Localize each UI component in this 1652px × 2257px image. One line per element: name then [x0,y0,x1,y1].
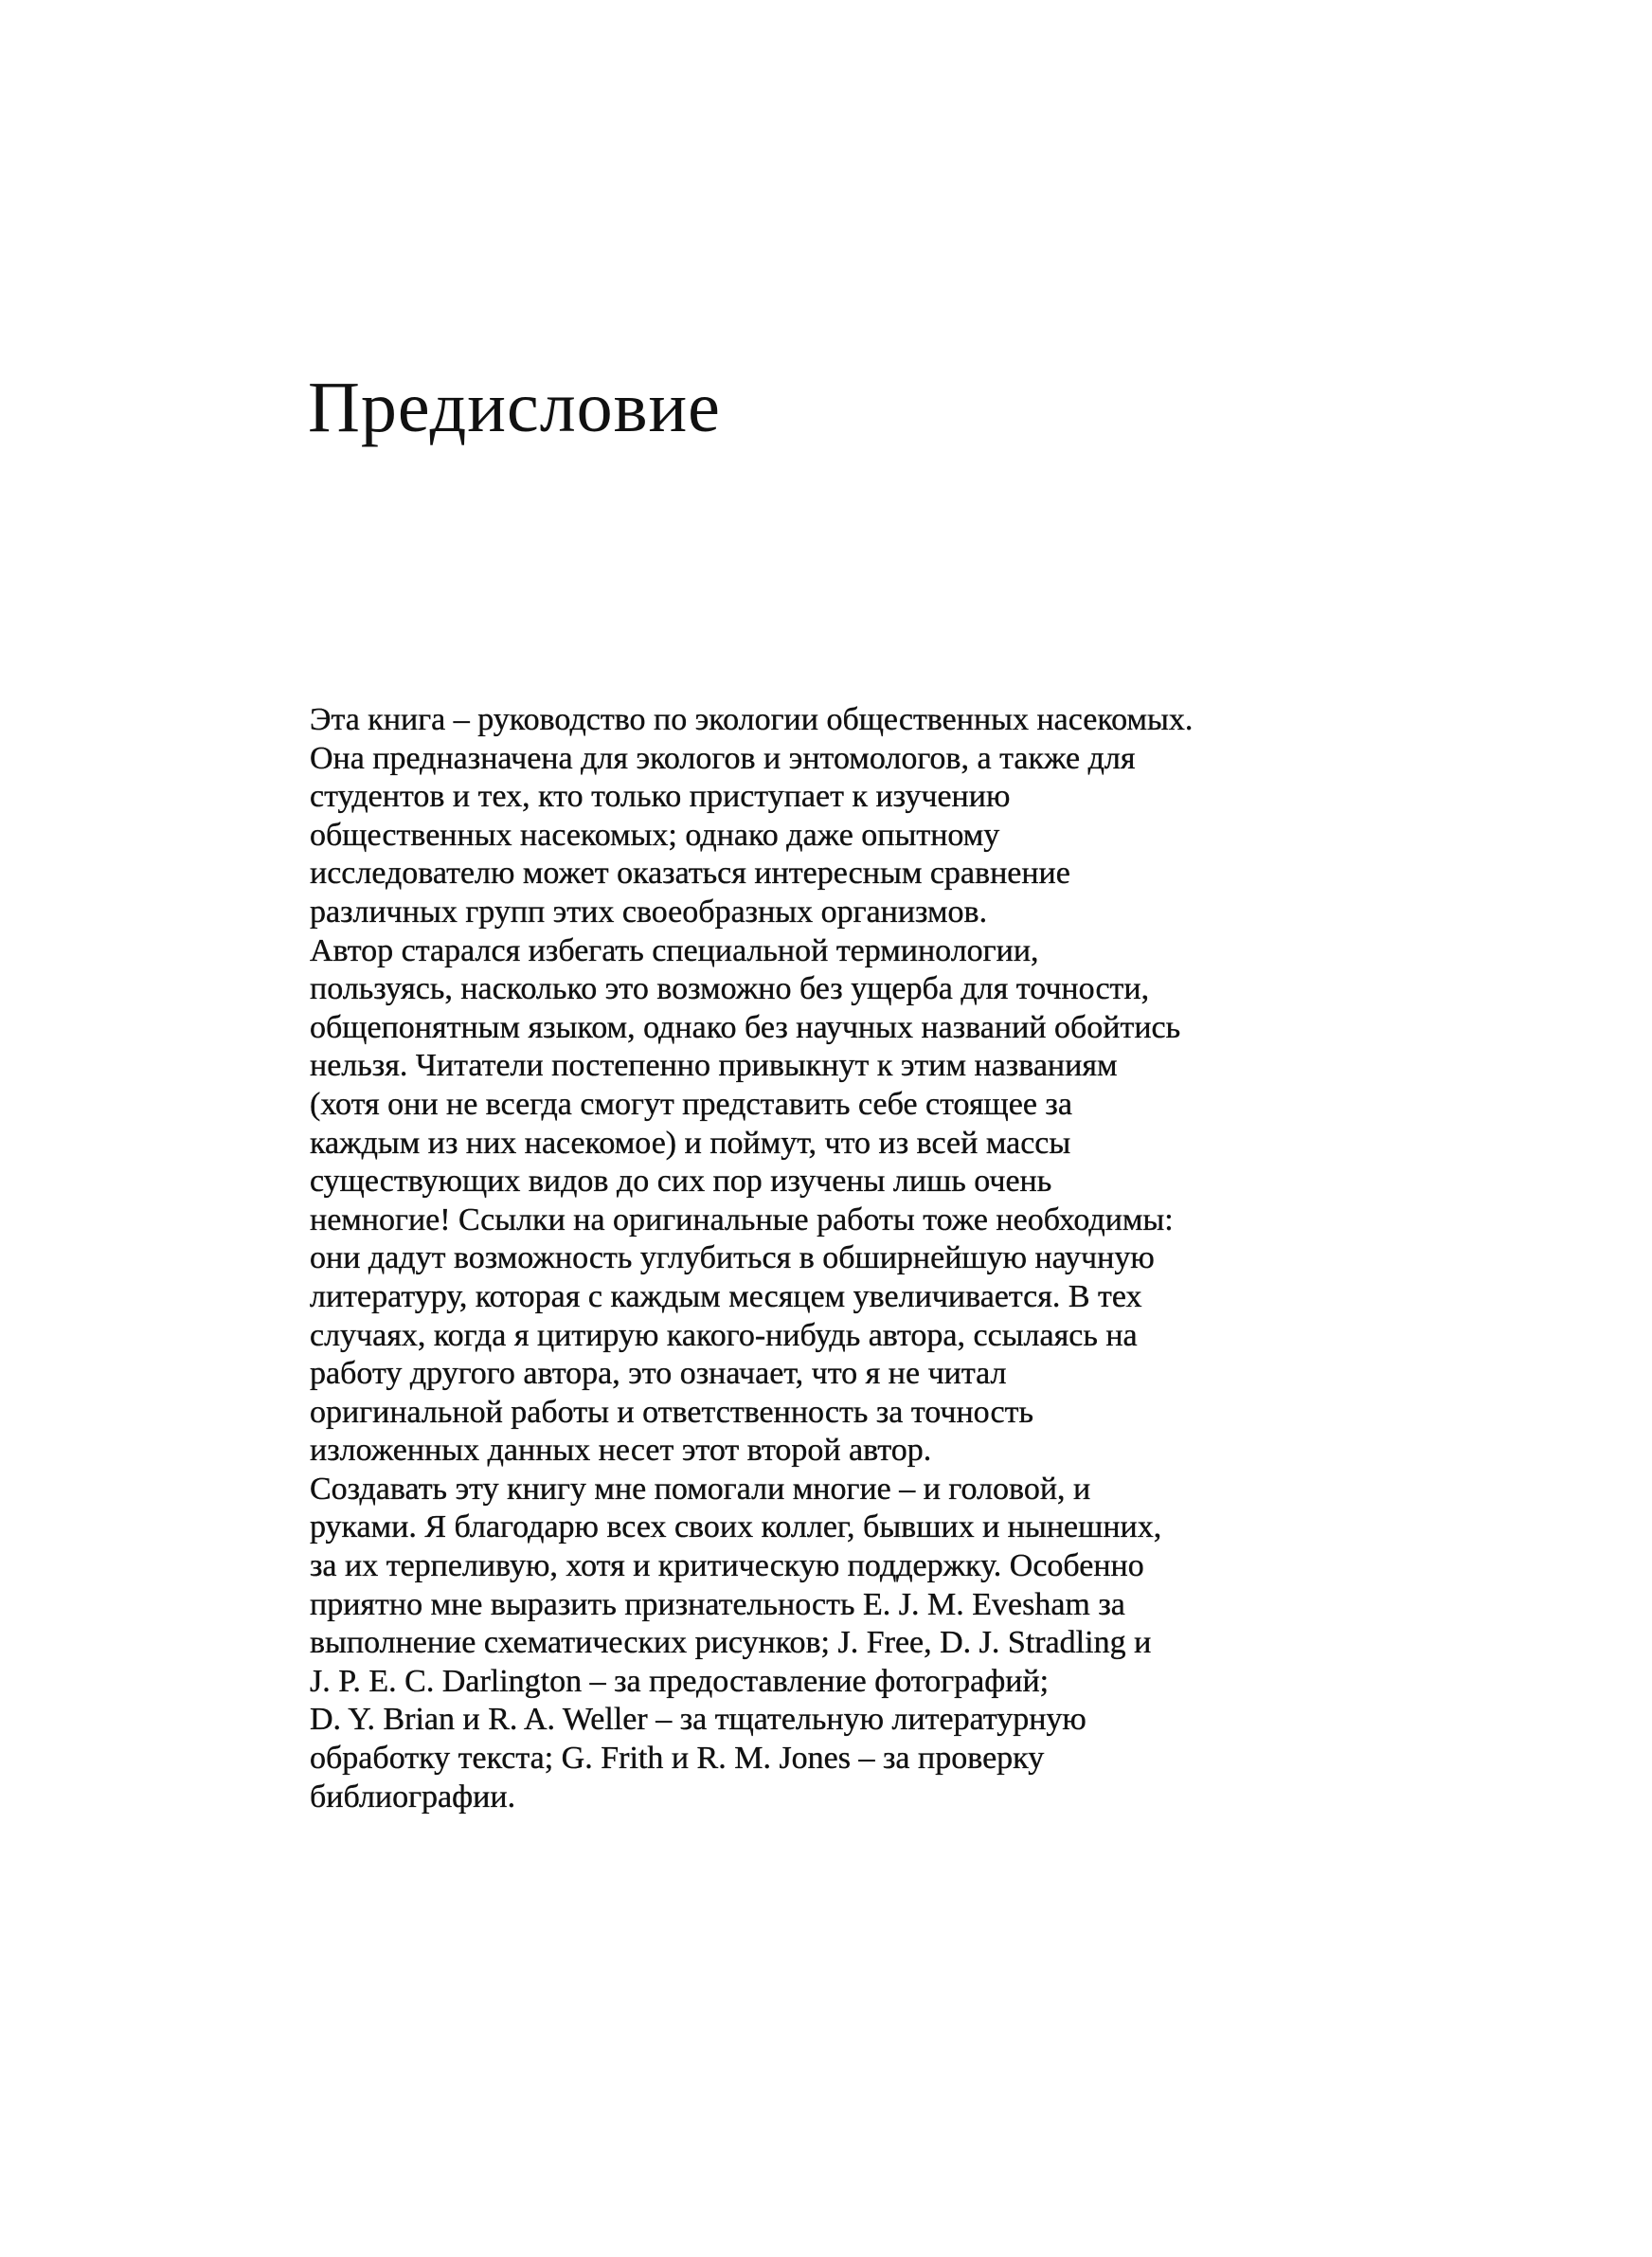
text-line: J. P. E. C. Darlington – за предоставление фотографий; [310,1663,1050,1699]
text-line: библиографии. [310,1779,516,1815]
page-title: Предисловие [308,368,721,447]
text-line: существующих видов до сих пор изучены лишь очень [310,1164,1052,1200]
text-line: немногие! Ссылки на оригинальные работы тоже необходимы: [310,1201,1174,1237]
text-line: руками. Я благодарю всех своих коллег, бывших и нынешних, [310,1509,1162,1545]
text-line: выполнение схематических рисунков; J. Free, D. J. Stradling и [310,1625,1152,1661]
text-line: студентов и тех, кто только приступает к изучению [310,779,1011,815]
paragraph-2 [310,932,1371,1471]
text-line: общественных насекомых; однако даже опытному [310,817,1000,853]
text-line: D. Y. Brian и R. A. Weller – за тщательную литературную [310,1702,1086,1738]
text-line: литературу, которая с каждым месяцем увеличивается. В тех [310,1278,1142,1314]
text-line: они дадут возможность углубиться в обширнейшую научную [310,1240,1155,1276]
text-line: каждым из них насекомое) и поймут, что из всей массы [310,1125,1071,1161]
text-line: пользуясь, насколько это возможно без ущерба для точности, [310,971,1150,1007]
text-line: оригинальной работы и ответственность за точность [310,1394,1033,1430]
paragraph-3 [310,1471,1371,1816]
text-line: Она предназначена для экологов и энтомологов, а также для [310,740,1136,776]
text-line: общепонятным языком, однако без научных названий обойтись [310,1009,1181,1045]
text-line: за их терпеливую, хотя и критическую поддержку. Особенно [310,1548,1144,1584]
text-line: Автор старался избегать специальной терминологии, [310,932,1039,968]
text-line: работу другого автора, это означает, что я не читал [310,1356,1007,1392]
text-line: (хотя они не всегда смогут представить себе стоящее за [310,1086,1072,1122]
text-line: Эта книга – руководство по экологии общественных насекомых. [310,702,1194,737]
text-line: случаях, когда я цитирую какого-нибудь автора, ссылаясь на [310,1317,1138,1353]
text-line: изложенных данных несет этот второй автор. [310,1433,932,1469]
text-line: Создавать эту книгу мне помогали многие – и головой, и [310,1471,1091,1507]
text-line: различных групп этих своеобразных организмов. [310,894,988,930]
text-line: исследователю может оказаться интересным сравнение [310,856,1070,892]
preface-body [310,701,1371,1816]
text-line: обработку текста; G. Frith и R. M. Jones – за проверку [310,1741,1045,1777]
text-line: приятно мне выразить признательность E. J. M. Evesham за [310,1586,1125,1622]
paragraph-1 [310,701,1371,932]
text-line: нельзя. Читатели постепенно привыкнут к этим названиям [310,1048,1118,1084]
